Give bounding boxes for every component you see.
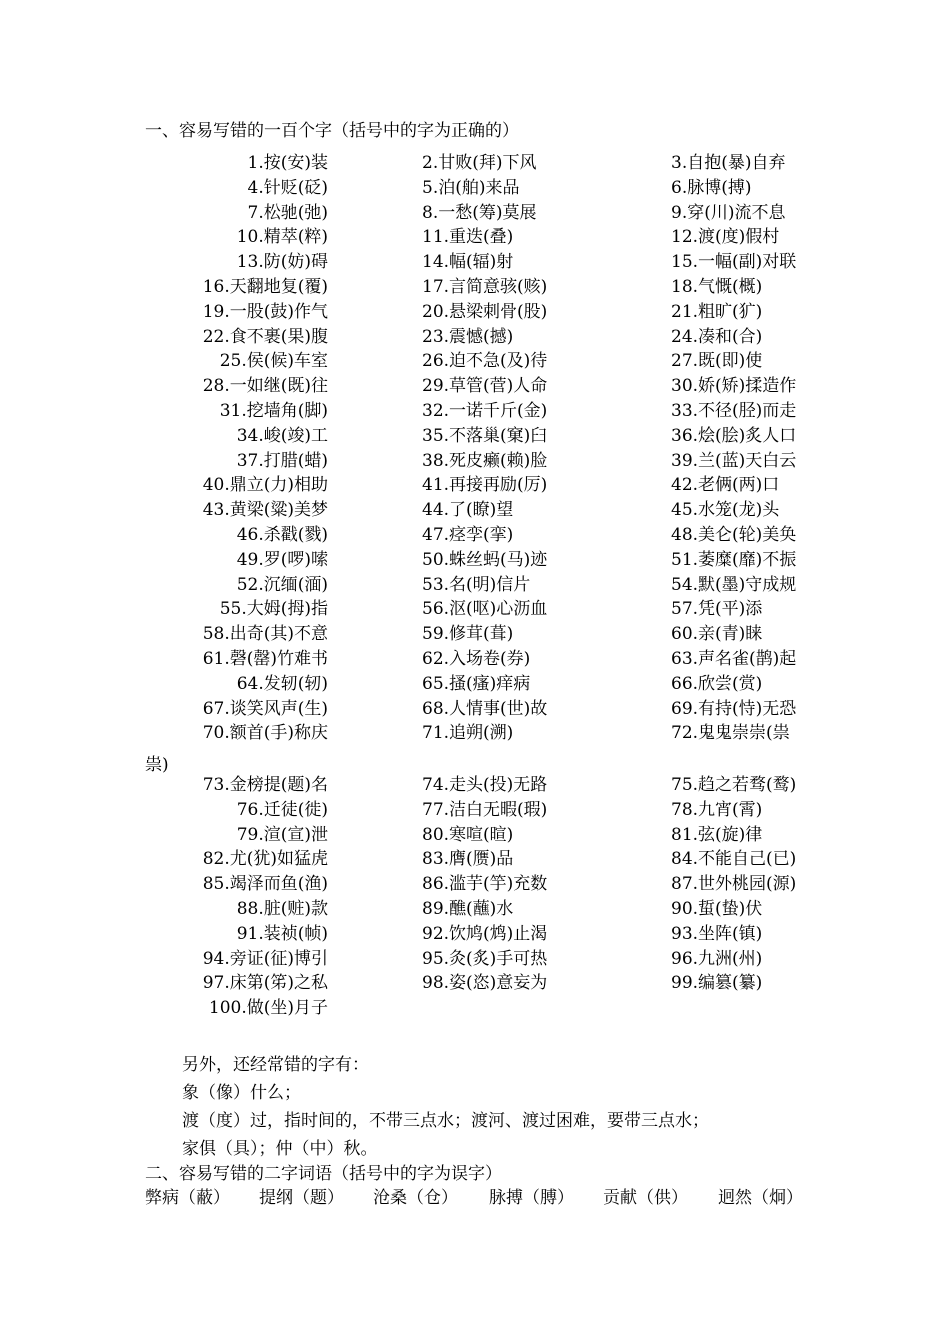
word-entry: 78.九宵(霄)	[671, 799, 763, 820]
word-entry: 93.坐阵(镇)	[671, 923, 763, 944]
word-entry: 75.趋之若骛(鹜)	[671, 775, 797, 795]
word-entry: 26.迫不急(及)待	[422, 351, 548, 372]
word-entry: 91.装祯(帧)	[236, 923, 328, 944]
word-row	[0, 847, 950, 872]
word-entry: 5.泊(舶)来品	[422, 177, 520, 198]
word-entry: 43.黄梁(粱)美梦	[202, 500, 328, 521]
word-row	[0, 548, 950, 573]
word-row	[0, 872, 950, 897]
word-entry: 76.迁徒(徙)	[236, 799, 328, 820]
word-entry: 55.大姆(拇)指	[219, 599, 328, 620]
word-entry: 69.有持(恃)无恐	[671, 698, 797, 719]
word-row	[0, 424, 950, 449]
word-entry: 37.打腊(蜡)	[236, 450, 328, 471]
word-entry: 29.草管(菅)人命	[422, 376, 548, 397]
word-row	[0, 672, 950, 697]
word-entry: 22.食不裹(果)腹	[202, 326, 328, 347]
word-pair: 沧桑（仓）	[373, 1188, 458, 1208]
word-entry: 21.粗旷(犷)	[671, 301, 763, 322]
word-entry: 12.渡(度)假村	[671, 227, 780, 248]
word-entry: 82.尤(犹)如猛虎	[202, 849, 328, 870]
word-row	[0, 374, 950, 399]
word-entry: 6.脉博(搏)	[671, 177, 752, 198]
note-line: 家俱（具）；仲（中）秋。	[182, 1139, 378, 1159]
word-entry: 13.防(妨)碍	[236, 252, 328, 273]
word-row	[0, 897, 950, 922]
word-entry: 88.脏(赃)款	[236, 898, 328, 919]
word-entry: 1.按(安)装	[247, 153, 328, 173]
word-entry: 62.入场卷(券)	[422, 648, 531, 669]
word-entry: 2.甘败(拜)下风	[422, 153, 537, 173]
notes-block	[182, 1051, 709, 1163]
word-entry: 4.针贬(砭)	[247, 177, 328, 198]
word-entry: 33.不径(胫)而走	[671, 400, 797, 421]
word-entry: 36.烩(脍)炙人口	[671, 425, 797, 446]
word-list-part-1	[0, 151, 950, 746]
word-entry: 34.峻(竣)工	[236, 425, 328, 446]
word-entry: 19.一股(鼓)作气	[202, 301, 328, 322]
word-entry: 47.痉孪(挛)	[422, 524, 514, 545]
word-entry: 67.谈笑风声(生)	[202, 698, 328, 719]
word-entry: 42.老俩(两)口	[671, 475, 780, 496]
word-entry: 58.出奇(其)不意	[202, 624, 328, 645]
word-entry: 49.罗(啰)嗦	[236, 549, 328, 570]
word-row	[0, 622, 950, 647]
word-row	[0, 523, 950, 548]
word-row	[0, 250, 950, 275]
word-entry: 38.死皮癞(赖)脸	[422, 450, 548, 471]
word-entry: 72.鬼鬼崇崇(祟	[671, 723, 790, 744]
word-row	[0, 721, 950, 746]
word-entry: 52.沉缅(湎)	[236, 574, 328, 595]
word-entry: 44.了(瞭)望	[422, 500, 514, 521]
word-entry: 23.震憾(撼)	[422, 326, 514, 347]
word-pair: 贡献（供）	[603, 1188, 688, 1208]
word-entry: 60.亲(青)睐	[671, 624, 763, 645]
word-entry: 99.编篡(纂)	[671, 973, 763, 994]
word-entry: 80.寒喧(暄)	[422, 824, 514, 845]
word-row	[0, 151, 950, 176]
word-row	[0, 399, 950, 424]
word-entry: 50.蛛丝蚂(马)迹	[422, 549, 548, 570]
word-entry: 41.再接再励(厉)	[422, 475, 548, 496]
word-entry: 27.既(即)使	[671, 351, 763, 372]
word-list-part-2	[0, 773, 950, 1021]
word-entry: 81.弦(旋)律	[671, 824, 763, 845]
word-entry: 17.言简意骇(赅)	[422, 276, 548, 297]
word-entry: 65.搔(瘙)痒病	[422, 673, 531, 694]
word-entry: 87.世外桃园(源)	[671, 874, 797, 895]
word-entry: 53.名(明)信片	[422, 574, 531, 595]
word-entry: 89.醮(蘸)水	[422, 898, 514, 919]
word-row	[0, 947, 950, 972]
word-entry: 98.姿(恣)意妄为	[422, 973, 548, 994]
section-1-title: 一、容易写错的一百个字（括号中的字为正确的）	[145, 121, 519, 141]
word-row	[0, 823, 950, 848]
word-row	[0, 498, 950, 523]
word-entry: 20.悬梁刺骨(股)	[422, 301, 548, 322]
word-entry: 8.一愁(筹)莫展	[422, 202, 537, 223]
word-entry: 85.竭泽而鱼(渔)	[202, 874, 328, 895]
word-pairs-row	[145, 1183, 803, 1208]
word-pair: 脉搏（膊）	[489, 1188, 574, 1208]
word-entry: 94.旁证(征)博引	[202, 948, 328, 969]
word-row	[0, 349, 950, 374]
word-row	[0, 473, 950, 498]
word-entry: 100.做(坐)月子	[208, 998, 328, 1019]
word-entry: 95.灸(炙)手可热	[422, 948, 548, 969]
word-entry: 45.水笼(龙)头	[671, 500, 780, 521]
word-row	[0, 176, 950, 201]
word-entry: 79.渲(宣)泄	[236, 824, 328, 845]
word-entry: 3.自抱(暴)自弃	[671, 153, 786, 173]
word-entry: 73.金榜提(题)名	[202, 775, 328, 795]
note-line: 象（像）什么；	[182, 1083, 301, 1103]
word-entry: 10.精萃(粹)	[236, 227, 328, 248]
word-entry: 32.一诺千斤(金)	[422, 400, 548, 421]
word-entry: 97.床第(笫)之私	[202, 973, 328, 994]
word-entry: 25.侯(候)车室	[219, 351, 328, 372]
word-entry: 86.滥芋(竽)充数	[422, 874, 548, 895]
word-entry: 92.饮鸠(鸩)止渴	[422, 923, 548, 944]
word-entry: 70.额首(手)称庆	[202, 723, 328, 744]
word-entry: 51.萎糜(靡)不振	[671, 549, 797, 570]
word-entry: 71.追朔(溯)	[422, 723, 514, 744]
word-pair: 弊病（蔽）	[145, 1188, 230, 1208]
word-entry: 48.美仑(轮)美奂	[671, 524, 797, 545]
word-entry: 16.天翻地复(覆)	[202, 276, 328, 297]
word-entry: 68.人情事(世)故	[422, 698, 548, 719]
word-entry: 63.声名雀(鹊)起	[671, 648, 797, 669]
word-entry: 11.重迭(叠)	[422, 227, 514, 248]
word-entry: 14.幅(辐)射	[422, 252, 514, 273]
word-entry: 7.松驰(弛)	[247, 202, 328, 223]
note-line: 渡（度）过，指时间的，不带三点水；渡河、渡过困难，要带三点水；	[182, 1111, 709, 1131]
wrapped-text: 祟)	[145, 755, 169, 775]
section-2-title: 二、容易写错的二字词语（括号中的字为误字）	[145, 1164, 502, 1184]
word-entry: 96.九洲(州)	[671, 948, 763, 969]
word-entry: 46.杀戳(戮)	[236, 524, 328, 545]
word-entry: 64.发轫(轫)	[236, 673, 328, 694]
word-row	[0, 573, 950, 598]
word-pair: 提纲（题）	[259, 1188, 344, 1208]
note-line: 另外，还经常错的字有：	[182, 1055, 369, 1075]
word-entry: 57.凭(平)添	[671, 599, 763, 620]
word-entry: 66.欣尝(赏)	[671, 673, 763, 694]
word-row	[0, 597, 950, 622]
word-entry: 28.一如继(既)往	[202, 376, 328, 397]
word-row	[0, 922, 950, 947]
word-row	[0, 449, 950, 474]
word-entry: 77.洁白无暇(瑕)	[422, 799, 548, 820]
word-entry: 9.穿(川)流不息	[671, 202, 786, 223]
word-row	[0, 201, 950, 226]
word-entry: 83.膺(赝)品	[422, 849, 514, 870]
word-row	[0, 300, 950, 325]
word-entry: 90.蜇(蛰)伏	[671, 898, 763, 919]
word-entry: 30.娇(矫)揉造作	[671, 376, 797, 397]
word-entry: 40.鼎立(力)相助	[202, 475, 328, 496]
word-entry: 35.不落巢(窠)臼	[422, 425, 548, 446]
word-entry: 59.修茸(葺)	[422, 624, 514, 645]
word-entry: 61.磬(罄)竹难书	[202, 648, 328, 669]
word-row	[0, 798, 950, 823]
word-row	[0, 697, 950, 722]
word-entry: 39.兰(蓝)天白云	[671, 450, 797, 471]
word-row	[0, 773, 950, 798]
word-row	[0, 225, 950, 250]
word-entry: 18.气慨(概)	[671, 276, 763, 297]
word-pair: 迥然（炯）	[718, 1188, 803, 1208]
word-entry: 54.默(墨)守成规	[671, 574, 797, 595]
word-row	[0, 325, 950, 350]
word-entry: 31.挖墙角(脚)	[219, 400, 328, 421]
word-entry: 56.沤(呕)心沥血	[422, 599, 548, 620]
word-entry: 24.凑和(合)	[671, 326, 763, 347]
word-entry: 84.不能自己(已)	[671, 849, 797, 870]
word-row	[0, 996, 950, 1021]
word-row	[0, 275, 950, 300]
word-row	[0, 647, 950, 672]
word-entry: 15.一幅(副)对联	[671, 252, 797, 273]
word-row	[0, 971, 950, 996]
word-entry: 74.走头(投)无路	[422, 775, 548, 795]
